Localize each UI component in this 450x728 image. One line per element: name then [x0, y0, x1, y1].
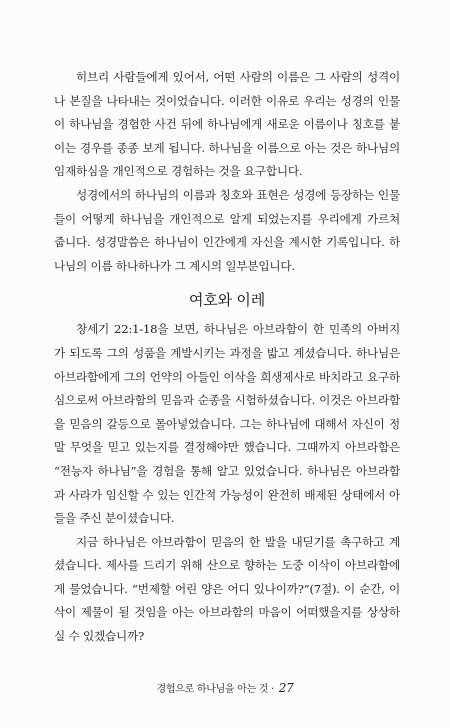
page-number: 27 — [278, 681, 294, 695]
paragraph: 히브리 사람들에게 있어서, 어떤 사람의 이름은 그 사람의 성격이나 본질을 나타내는 것이었습니다. 이러한 이유로 우리는 성경의 인물이 하나님을 경험한 사건 뒤에 하나님에게 새로운 이름이나 칭호를 붙이는 경우를 종종 보게 됩니다. 하나님을 이름으로 아는 것은 하나님의 임재하심을 개인적으로 경험하는 것을 요구합니다. — [54, 70, 400, 179]
page-footer — [0, 680, 450, 695]
paragraph: 창세기 22:1-18을 보면, 하나님은 아브라함이 한 민족의 아버지가 되도록 그의 성품을 계발시키는 과정을 밟고 계셨습니다. 하나님은 아브라함에게 그의 언약의 아들인 이삭을 희생제사로 바치라고 요구하심으로써 아브라함의 믿음과 순종을 시험하셨습니다. 이것은 아브라함을 믿음의 갈등으로 몰아넣었습니다. 그는 하나님에 대해서 자신이 정말 무엇을 믿고 있는지를 결정해야만 했습니다. 그때까지 아브라함은 “전능자 하나님”을 경험을 통해 알고 있었습니다. 하나님은 아브라함과 사라가 임신할 수 있는 인간적 가능성이 완전히 배제된 상태에서 아들을 주신 분이셨습니다. — [54, 322, 400, 526]
paragraph: 지금 하나님은 아브라함이 믿음의 한 발을 내딛기를 촉구하고 계셨습니다. 제사를 드리기 위해 산으로 향하는 도중 이삭이 아브라함에게 물었습니다. “번제할 어린 양은 어디 있나이까?”(7절). 이 순간, 이삭이 제물이 될 것임을 아는 아브라함의 마음이 어떠했을지를 상상하실 수 있겠습니까? — [54, 534, 400, 644]
paragraph: 성경에서의 하나님의 이름과 칭호와 표현은 성경에 등장하는 인물들이 어떻게 하나님을 개인적으로 알게 되었는지를 우리에게 가르쳐 줍니다. 성경말씀은 하나님이 인간에게 자신을 계시한 기록입니다. 하나님의 이름 하나하나가 그 계시의 일부분입니다. — [54, 187, 400, 273]
body-text — [54, 66, 400, 649]
running-title: 경험으로 하나님을 아는 것 · — [156, 684, 274, 695]
section-heading: 여호와 이레 — [188, 291, 266, 310]
